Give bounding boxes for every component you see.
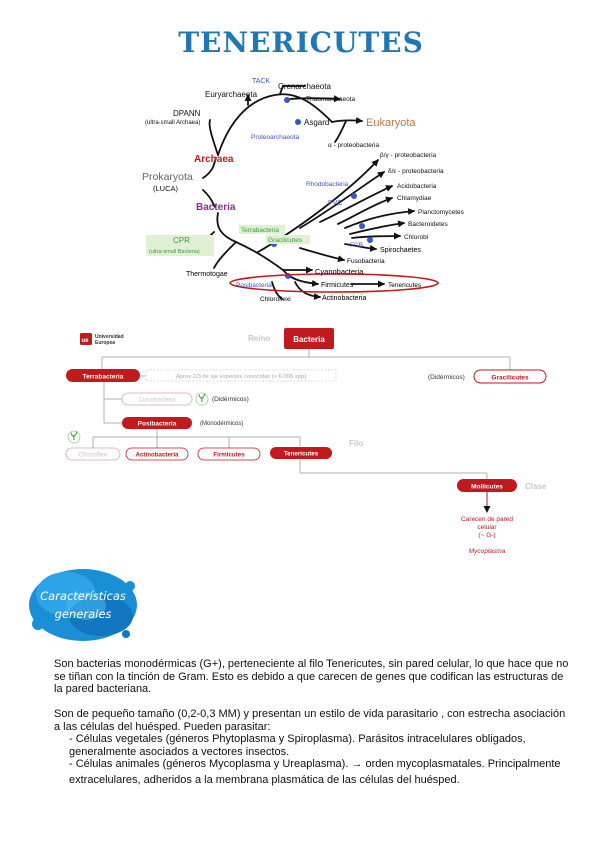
- section-heading-line1: Características: [40, 589, 126, 603]
- label-euryarchaeota: Euryarchaeota: [205, 90, 258, 99]
- paragraph-1: Son bacterias monodérmicas (G+), perteneciente al filo Tenericutes, sin pared celular, lo que hace que no se tiñan con la tinción de Gram. Esto es debido a que carecen de genes que codifican las estructuras de la pared bacteriana.: [54, 658, 569, 696]
- branch-eukaryota: [332, 120, 362, 122]
- label-delta-eps: δ/ε - proteobacteria: [388, 168, 444, 175]
- branch-dpann: [210, 120, 218, 155]
- mycoplasma-label: Mycoplasma: [468, 548, 506, 555]
- bullet-2: - Células animales (géneros Mycoplasma y Ureaplasma). → orden mycoplasmatales. Principalmente: [69, 758, 561, 770]
- label-terrabacteria-tree: Terrabacteria: [241, 227, 279, 234]
- branch-planctomycetes: [345, 211, 414, 228]
- carecen-line1: Carecen de pared: [460, 516, 514, 523]
- reino-label: Reino: [248, 334, 271, 343]
- label-pvc: PVC: [328, 200, 343, 207]
- label-fusobacteria: Fusobacteria: [347, 258, 385, 265]
- label-proteoarchaeota: Proteoarchaeota: [251, 134, 300, 141]
- box-mollicutes-label: Mollicutes: [471, 483, 503, 491]
- label-cpr-sub: (ultra-small Bacteria): [149, 249, 200, 255]
- label-cpr: CPR: [173, 236, 190, 245]
- label-actinobacteria-tree: Actinobacteria: [322, 295, 367, 302]
- label-thermotogae: Thermotogae: [186, 271, 228, 278]
- filo-label: Filo: [349, 439, 364, 448]
- label-archaea: Archaea: [194, 154, 234, 165]
- label-firmicutes-tree: Firmicutes: [321, 282, 354, 289]
- carecen-line2: celular: [477, 524, 497, 531]
- label-dpann-sub: (ultra-small Archaea): [145, 120, 201, 126]
- box-chloroflexi-label: Chloroflexi: [78, 451, 108, 459]
- terra-note: Aprox 2/3 de las especies conocidas (> 6.000 spp): [175, 374, 307, 380]
- classification-diagram: [66, 328, 547, 555]
- logo-mark: ue: [81, 338, 89, 344]
- label-crenarchaeota: Crenarchaeota: [278, 82, 331, 91]
- branch-thermotogae: [214, 242, 236, 268]
- logo-line2: Europea: [95, 340, 116, 346]
- node-pvc: [359, 223, 365, 229]
- label-thaumarchaeota: Thaumarchaeota: [306, 96, 356, 103]
- label-posibacteria-tree: Posibacteria: [236, 282, 272, 289]
- bullet-2-continuation: extracelulares, adheridos a la membrana plasmática de las células del huésped.: [69, 774, 460, 786]
- box-actinobacteria-label: Actinobacteria: [135, 451, 179, 459]
- logo-line1: Universidad: [95, 334, 124, 340]
- label-chloroflexi-tree: Chloroflexi: [260, 296, 291, 303]
- label-prokaryota: Prokaryota: [142, 171, 193, 183]
- label-fcb: FCB: [350, 242, 363, 249]
- carecen-line3: (~ G-): [478, 532, 496, 539]
- label-dpann: DPANN: [173, 109, 201, 118]
- monodermicos-note: (Monodérmicos): [200, 421, 244, 427]
- label-planctomycetes: Planctomycetes: [418, 209, 464, 216]
- label-acidobacteria: Acidobacteria: [397, 183, 437, 190]
- box-firmicutes-label: Firmicutes: [213, 451, 245, 459]
- branch-chlorobi: [352, 236, 400, 238]
- branch-alpha: [335, 121, 346, 142]
- label-gracilicutes-tree: Gracilicutes: [268, 237, 302, 244]
- label-bacteria: Bacteria: [196, 202, 236, 213]
- didermicos-cyano: (Didérmicos): [212, 396, 249, 403]
- box-tenericutes-label: Tenericutes: [283, 450, 319, 458]
- label-chlamydiae: Chlamydiae: [397, 195, 432, 202]
- node-fcb: [367, 237, 373, 243]
- label-bacteroidetes: Bacteroidetes: [408, 221, 448, 228]
- label-chlorobi: Chlorobi: [404, 234, 429, 241]
- didermicos-gracilicutes: (Didérmicos): [428, 374, 465, 381]
- box-cianobacteria-label: Cianobacteria: [138, 397, 176, 404]
- label-rhodobacteria: Rhodobacteria: [306, 181, 349, 188]
- node-posibacteria: [285, 273, 291, 279]
- section-heading-line2: generales: [54, 607, 112, 621]
- page-title: TENERICUTES: [178, 26, 424, 59]
- label-cyanobacteria: Cyanobacteria: [315, 267, 364, 276]
- box-gracilicutes-label: Gracilicutes: [491, 374, 529, 382]
- box-terrabacteria-label: Terrabacteria: [82, 373, 124, 381]
- label-luca: (LUCA): [153, 184, 179, 193]
- label-beta-gamma: β/γ - proteobacteria: [380, 152, 437, 159]
- node-rhodobacteria: [351, 193, 357, 199]
- clase-label: Clase: [525, 482, 547, 491]
- node-proteoarchaeota: [295, 119, 301, 125]
- label-alpha: α - proteobacteria: [328, 142, 380, 149]
- box-bacteria-label: Bacteria: [293, 335, 325, 344]
- branch-fusobacteria: [300, 248, 344, 260]
- branch-bacteroidetes: [350, 223, 404, 234]
- section-heading: [26, 587, 140, 623]
- label-spirochaetes: Spirochaetes: [380, 247, 421, 254]
- label-tack: TACK: [252, 78, 271, 85]
- bullet-1: - Células vegetales (géneros Phytoplasma y Spiroplasma). Parásitos intracelulares obligados, generalmente asociados a vectores insectos.: [69, 733, 526, 758]
- label-eukaryota: Eukaryota: [366, 117, 416, 129]
- label-asgard: Asgard: [304, 118, 330, 127]
- label-tenericutes-tree: Tenericutes: [388, 282, 422, 289]
- node-tack: [284, 97, 290, 103]
- box-posibacteria-label: Posibacteria: [137, 420, 177, 428]
- paragraph-2: Son de pequeño tamaño (0,2-0,3 MM) y presentan un estilo de vida parasitario , con estrecha asociación a las células del huésped. Pueden parasitar:: [54, 708, 566, 733]
